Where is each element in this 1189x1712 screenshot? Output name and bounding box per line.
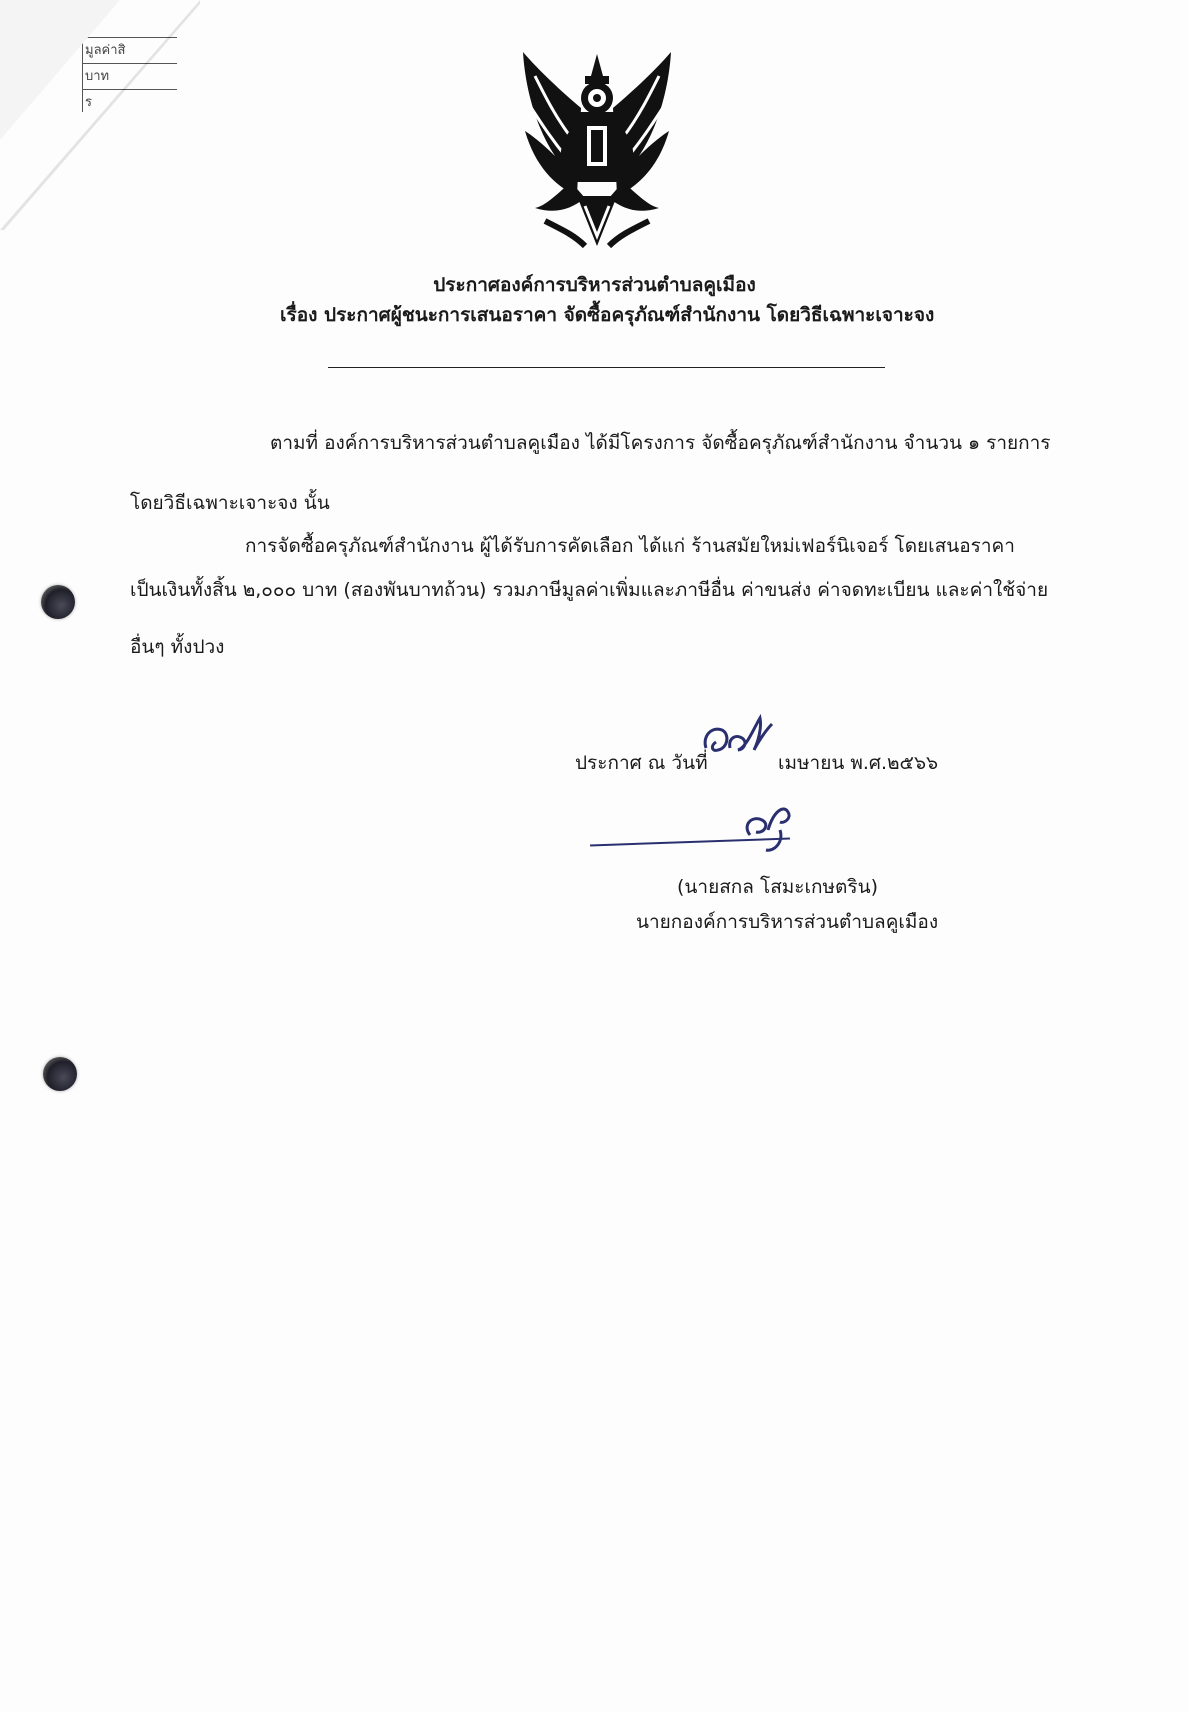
punch-hole	[43, 1057, 77, 1091]
garuda-emblem-icon	[515, 46, 680, 256]
folded-corner-shadow	[0, 0, 200, 230]
signatory-position: นายกองค์การบริหารส่วนตำบลคูเมือง	[636, 911, 939, 933]
body-paragraph-2-line-3: อื่นๆ ทั้งปวง	[130, 636, 225, 658]
signatory-name: (นายสกล โสมะเกษตริน)	[677, 876, 878, 898]
body-paragraph-1-line-1: ตามที่ องค์การบริหารส่วนตำบลคูเมือง ได้มีโครงการ จัดซื้อครุภัณฑ์สำนักงาน จำนวน ๑ รายการ	[270, 432, 1051, 454]
handwritten-day	[700, 708, 776, 764]
body-paragraph-1-line-2: โดยวิธีเฉพาะเจาะจง นั้น	[130, 492, 330, 514]
handwritten-signature	[740, 800, 810, 860]
announcement-date-prefix: ประกาศ ณ วันที่	[575, 752, 708, 774]
title-divider	[328, 367, 885, 368]
announcement-subject: เรื่อง ประกาศผู้ชนะการเสนอราคา จัดซื้อครุภัณฑ์สำนักงาน โดยวิธีเฉพาะเจาะจง	[280, 304, 935, 326]
body-paragraph-2-line-2: เป็นเงินทั้งสิ้น ๒,๐๐๐ บาท (สองพันบาทถ้วน) รวมภาษีมูลค่าเพิ่มและภาษีอื่น ค่าขนส่ง ค่าจดทะเบียน และค่าใช้จ่าย	[130, 579, 1049, 601]
body-paragraph-2-line-1: การจัดซื้อครุภัณฑ์สำนักงาน ผู้ได้รับการคัดเลือก ได้แก่ ร้านสมัยใหม่เฟอร์นิเจอร์ โดยเสนอราคา	[245, 535, 1015, 557]
announcement-month-year: เมษายน พ.ศ.๒๕๖๖	[778, 752, 939, 774]
punch-hole	[41, 585, 75, 619]
announcement-title: ประกาศองค์การบริหารส่วนตำบลคูเมือง	[433, 274, 756, 296]
